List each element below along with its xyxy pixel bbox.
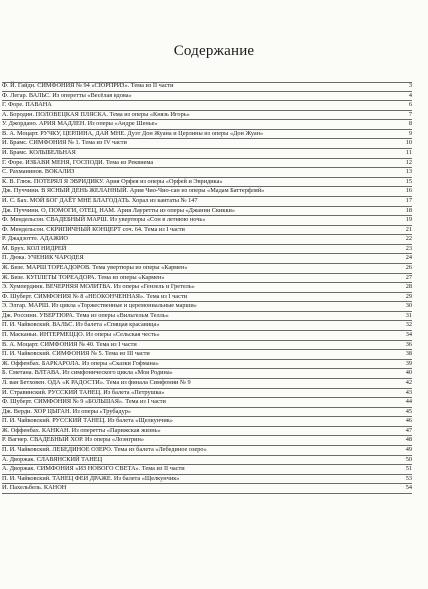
entry-page-number: 30 [405, 302, 412, 310]
entry-page-number: 9 [408, 129, 412, 137]
entry-title: Л. ван Бетховен. ОДА «К РАДОСТИ». Тема из финала Симфонии № 9 [2, 378, 191, 386]
entry-title: А. Дворжак. СИМФОНИЯ «ИЗ НОВОГО СВЕТА». Тема из II части [2, 465, 185, 473]
entry-page-number: 31 [405, 311, 412, 319]
entry-page-number: 48 [405, 436, 412, 444]
entry-page-number: 44 [405, 398, 412, 406]
entry-page-number: 29 [405, 292, 412, 300]
entry-title: Э. Хумпердинк. ВЕЧЕРНЯЯ МОЛИТВА. Из оперы «Гензель и Гретель» [2, 283, 195, 291]
entry-title: Ж. Оффенбах. БАРКАРОЛА. Из оперы «Сказки Гофмана» [2, 359, 159, 367]
entry-page-number: 13 [405, 168, 412, 176]
entry-title: Ф. Легар. ВАЛЬС. Из оперетты «Весёлая вдова» [2, 91, 132, 99]
entry-page-number: 10 [405, 139, 412, 147]
page-title: Содержание [173, 43, 255, 59]
entry-title: Ж. Бизе. КУПЛЕТЫ ТОРЕАДОРА. Тема из оперы «Кармен» [2, 273, 165, 281]
entry-page-number: 4 [408, 91, 412, 99]
entry-title: П. И. Чайковский. ЛЕБЕДИНОЕ ОЗЕРО. Тема из балета «Лебединое озеро» [2, 445, 207, 453]
entry-title: Г. Форе. ПАВАНА [2, 101, 52, 109]
entry-title: П. И. Чайковский. ТАНЕЦ ФЕИ ДРАЖЕ. Из балета «Щелкунчик» [2, 474, 180, 482]
entry-page-number: 3 [408, 82, 412, 89]
entry-title: М. Брух. КОЛ НИДРЕЙ [2, 244, 67, 252]
entry-title: П. И. Чайковский. РУССКИЙ ТАНЕЦ. Из балета «Щелкунчик» [2, 417, 173, 425]
entry-page-number: 42 [405, 378, 412, 386]
entry-title: Ф. Шуберт. СИМФОНИЯ № 8 «НЕОКОНЧЕННАЯ». Тема из I части [2, 292, 187, 300]
entry-page-number: 24 [405, 254, 412, 262]
entry-page-number: 19 [405, 216, 412, 224]
entry-title: И. С. Бах. МОЙ БОГ ДАЁТ МНЕ БЛАГОДАТЬ. Хорал из кантаты № 147 [2, 196, 198, 204]
entry-title: Э. Элгар. МАРШ. Из цикла «Торжественные и церемониальные марши» [2, 302, 197, 310]
entry-title: Дж. Пуччини. О, ПОМОГИ, ОТЕЦ, НАМ. Ария Лауретты из оперы «Джанни Скикки» [2, 206, 236, 214]
entry-page-number: 28 [405, 283, 412, 291]
entry-page-number: 43 [405, 388, 412, 396]
entry-title: А. Бородин. ПОЛОВЕЦКАЯ ПЛЯСКА. Тема из оперы «Князь Игорь» [2, 110, 190, 118]
entry-page-number: 18 [405, 206, 412, 214]
entry-page-number: 51 [405, 465, 412, 473]
entry-title: И. Стравинский. РУССКИЙ ТАНЕЦ. Из балета «Петрушка» [2, 388, 165, 396]
entry-title: Ф. Й. Гайдн. СИМФОНИЯ № 94 «СЮРПРИЗ». Тема из II части [2, 82, 174, 89]
entry-page-number: 46 [405, 417, 412, 425]
entry-page-number: 7 [408, 110, 412, 118]
entry-title: П. Дюка. УЧЕНИК ЧАРОДЕЯ [2, 254, 84, 262]
entry-title: В. А. Моцарт. СИМФОНИЯ № 40. Тема из I части [2, 340, 137, 348]
entry-title: С. Рахманинов. ВОКАЛИЗ [2, 168, 75, 176]
entry-title: К. В. Глюк. ПОТЕРЯЛ Я ЭВРИДИКУ. Ария Орфея из оперы «Орфей и Эвридика» [2, 177, 223, 185]
entry-page-number: 23 [405, 244, 412, 252]
entry-title: Ж. Бизе. МАРШ ТОРЕАДОРОВ. Тема увертюры из оперы «Кармен» [2, 263, 188, 271]
entry-title: У. Джордано. АРИЯ МАДЛЕН. Из оперы «Андре Шенье» [2, 120, 158, 128]
entry-title: Ж. Оффенбах. КАНКАН. Из оперетты «Парижская жизнь» [2, 426, 161, 434]
entry-page-number: 12 [405, 158, 412, 166]
entry-page-number: 11 [405, 149, 412, 157]
entry-page-number: 26 [405, 263, 412, 271]
entry-page-number: 54 [405, 484, 412, 492]
entry-page-number: 6 [408, 101, 412, 109]
entry-page-number: 8 [408, 120, 412, 128]
entry-page-number: 40 [405, 369, 412, 377]
entry-title: П. И. Чайковский. ВАЛЬС. Из балета «Спящая красавица» [2, 321, 160, 329]
entry-title: Ф. Мендельсон. СКРИПИЧНЫЙ КОНЦЕРТ соч. 64. Тема из I части [2, 225, 185, 233]
entry-title: Ф. Мендельсон. СВАДЕБНЫЙ МАРШ. Из увертюры «Сон в летнюю ночь» [2, 216, 206, 224]
entry-page-number: 22 [405, 235, 412, 243]
entry-page-number: 32 [405, 321, 412, 329]
entry-page-number: 45 [405, 407, 412, 415]
entry-title: И. Пахельбель. КАНОН [2, 484, 67, 492]
entry-page-number: 53 [405, 474, 412, 482]
contents-list [2, 82, 412, 494]
entry-title: Ф. Шуберт. СИМФОНИЯ № 9 «БОЛЬШАЯ». Тема из I части [2, 398, 166, 406]
entry-title: И. Брамс. СИМФОНИЯ № 1. Тема из IV части [2, 139, 127, 147]
entry-page-number: 39 [405, 359, 412, 367]
contents-entry [2, 484, 412, 494]
entry-title: В. А. Моцарт. РУЧКУ, ЦЕРЛИНА, ДАЙ МНЕ. Дуэт Дон Жуана и Церлины из оперы «Дон Жуан» [2, 129, 264, 137]
entry-page-number: 34 [405, 331, 412, 339]
entry-page-number: 15 [405, 177, 412, 185]
entry-page-number: 27 [405, 273, 412, 281]
entry-title: А. Дворжак. СЛАВЯНСКИЙ ТАНЕЦ [2, 455, 103, 463]
entry-page-number: 47 [405, 426, 412, 434]
entry-page-number: 17 [405, 196, 412, 204]
entry-page-number: 21 [405, 225, 412, 233]
entry-page-number: 49 [405, 445, 412, 453]
entry-title: Б. Сметана. ВЛТАВА. Из симфонического цикла «Моя Родина» [2, 369, 173, 377]
entry-title: П. Масканьи. ИНТЕРМЕЦЦО. Из оперы «Сельская честь» [2, 331, 160, 339]
entry-page-number: 36 [405, 340, 412, 348]
entry-title: Дж. Пуччини. В ЯСНЫЙ ДЕНЬ ЖЕЛАННЫЙ. Ария Чио-Чио-сан из оперы «Мадам Баттерфляй» [2, 187, 265, 195]
entry-page-number: 50 [405, 455, 412, 463]
entry-title: Дж. Верди. ХОР ЦЫГАН. Из оперы «Трубадур» [2, 407, 132, 415]
entry-title: П. И. Чайковский. СИМФОНИЯ № 5. Тема из III части [2, 350, 150, 358]
entry-page-number: 16 [405, 187, 412, 195]
entry-title: Р. Джадзотто. АДАЖИО [2, 235, 68, 243]
entry-title: Дж. Россини. УВЕРТЮРА. Тема из оперы «Вильгельм Телль» [2, 311, 169, 319]
entry-title: И. Брамс. КОЛЫБЕЛЬНАЯ [2, 149, 76, 157]
entry-title: Р. Вагнер. СВАДЕБНЫЙ ХОР. Из оперы «Лоэнгрин» [2, 436, 145, 444]
entry-page-number: 38 [405, 350, 412, 358]
entry-title: Г. Форе. ИЗБАВИ МЕНЯ, ГОСПОДИ. Тема из Реквиема [2, 158, 154, 166]
